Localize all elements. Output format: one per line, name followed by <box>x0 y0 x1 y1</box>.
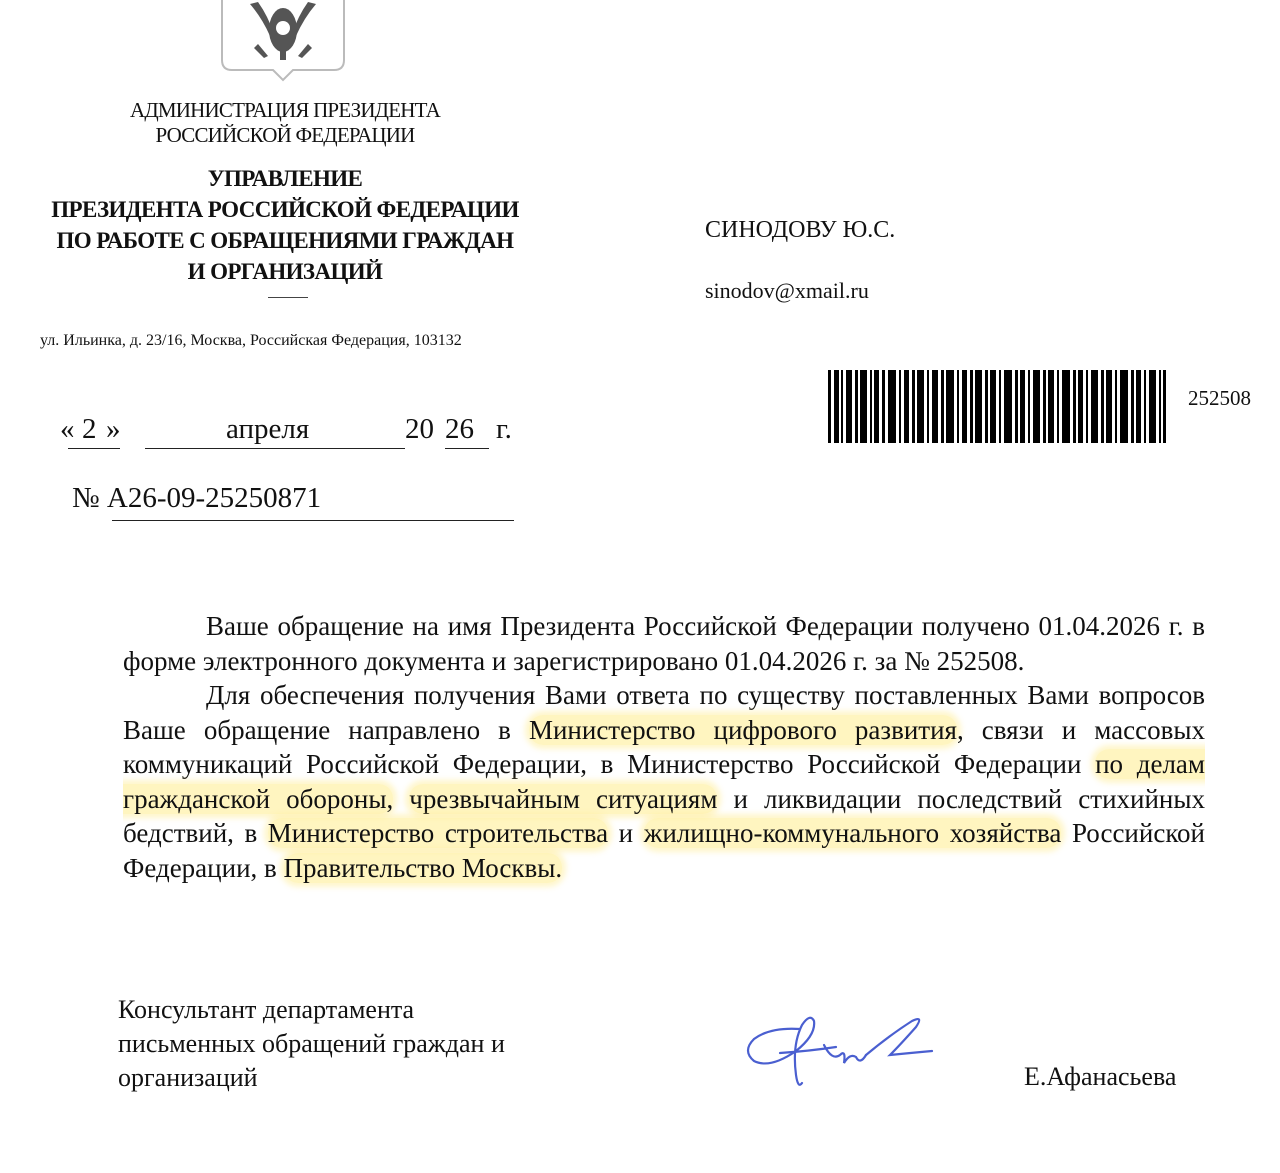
document-number: А26-09-25250871 <box>106 482 322 514</box>
admin-title-line1: АДМИНИСТРАЦИЯ ПРЕЗИДЕНТА <box>130 98 440 122</box>
date-month-underline <box>145 448 405 449</box>
paragraph-received: Ваше обращение на имя Президента Российской Федерации получено 01.04.2026 г. в форме электронного документа и зарегистрировано 01.04.2026 г. за № 252508. <box>123 611 1205 676</box>
date-day-underline <box>68 448 120 449</box>
signer-title-line1: Консультант департамента <box>118 995 415 1024</box>
paragraph-forwarded <box>123 678 1205 885</box>
forwarded-text-5: Российской Федерации, в <box>123 818 1206 883</box>
sender-address: ул. Ильинка, д. 23/16, Москва, Российская Федерация, 103132 <box>40 332 462 349</box>
date-open-quote: « <box>60 413 75 445</box>
highlight-ministry-digital: Министерство цифрового развития <box>528 714 957 745</box>
date-year-unit: г. <box>496 413 512 445</box>
forwarded-text-1: Для обеспечения получения Вами ответа по существу поставленных Вами вопросов Ваше обращение направлено в <box>123 680 1205 745</box>
admin-title-line2: РОССИЙСКОЙ ФЕДЕРАЦИИ <box>155 123 415 147</box>
forwarded-text-3: и ликвидации последствий стихийных бедствий, в <box>123 783 1206 848</box>
date-year-suffix: 26 <box>445 413 474 445</box>
department-title-line2: ПРЕЗИДЕНТА РОССИЙСКОЙ ФЕДЕРАЦИИ <box>51 197 519 222</box>
date-close-quote: » <box>106 413 121 445</box>
highlight-housing-utilities: жилищно-коммунального хозяйства <box>643 818 1062 848</box>
barcode <box>828 370 1166 443</box>
handwritten-signature <box>740 1005 940 1095</box>
letter-body <box>123 609 1205 885</box>
department-title-line3: ПО РАБОТЕ С ОБРАЩЕНИЯМИ ГРАЖДАН <box>56 228 514 253</box>
coat-of-arms-emblem <box>218 0 348 82</box>
document-date <box>60 413 540 453</box>
signer-title-line3: организаций <box>118 1063 258 1092</box>
highlight-ministry-construction: Министерство строительства <box>267 818 609 848</box>
date-day: 2 <box>82 413 97 445</box>
signer-name: Е.Афанасьева <box>1024 1062 1177 1091</box>
document-number-line <box>72 482 321 515</box>
forwarded-text-space <box>393 784 409 814</box>
document-number-label: № <box>72 482 100 514</box>
barcode-number: 252508 <box>1188 386 1251 410</box>
recipient-name: СИНОДОВУ Ю.С. <box>705 217 896 243</box>
highlight-civil-defense: по делам гражданской обороны, <box>123 749 1205 814</box>
date-year-prefix: 20 <box>405 413 434 445</box>
highlight-emergencies: чрезвычайным ситуациям <box>409 783 718 814</box>
signer-title-line2: письменных обращений граждан и <box>118 1029 505 1058</box>
department-title-line4: И ОРГАНИЗАЦИЙ <box>187 259 383 284</box>
highlight-moscow-government: Правительство Москвы. <box>283 852 563 883</box>
date-year-underline <box>445 448 489 449</box>
letterhead-divider <box>268 297 308 298</box>
document-number-underline <box>112 520 514 521</box>
signer-title <box>118 993 505 1095</box>
forwarded-text-4: и <box>608 818 644 848</box>
department-title-line1: УПРАВЛЕНИЕ <box>207 166 363 191</box>
forwarded-text-2: , связи и массовых коммуникаций Российской Федерации, в Министерство Российской Федерации <box>123 714 1206 779</box>
recipient-email: sinodov@xmail.ru <box>705 278 869 303</box>
date-month: апреля <box>226 413 310 445</box>
